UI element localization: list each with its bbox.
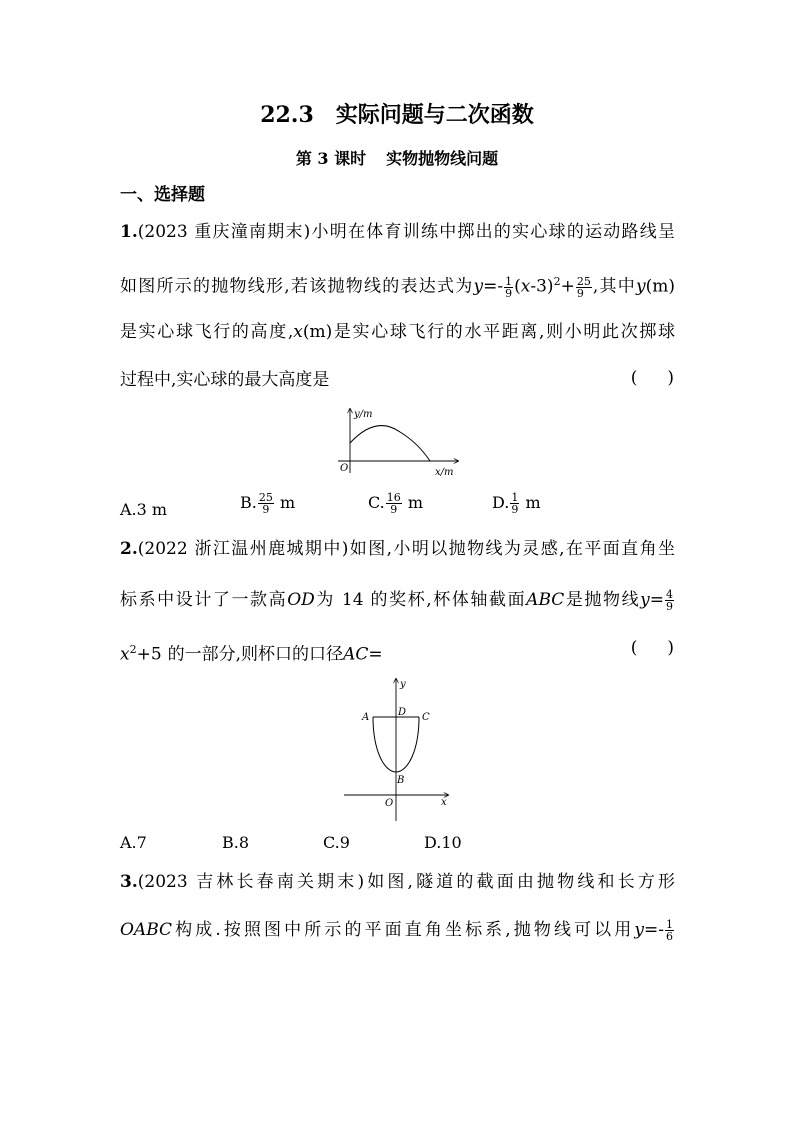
q2-choice-a: A.7 <box>120 833 147 852</box>
q2-number: 2. <box>120 539 138 559</box>
section-title-text: 实际问题与二次函数 <box>335 102 534 128</box>
q1-choice-c-label: C. <box>368 493 385 512</box>
q2-answer-bracket <box>631 638 674 658</box>
q2-square: 2 <box>129 643 137 656</box>
q2-text-1: 如图,小明以抛物线为灵感,在平面直角坐 <box>348 539 676 559</box>
q2-frac-num: 4 <box>666 588 674 601</box>
q2-label-x: x <box>441 797 447 808</box>
q1-frac-2-num: 25 <box>576 274 591 288</box>
q1-var-x: x <box>520 276 531 297</box>
q1-choice-d <box>492 492 541 515</box>
q3-line2 <box>120 918 675 942</box>
q1-parabola <box>350 426 430 461</box>
q3-number: 3. <box>120 872 138 892</box>
q2-var-abc: ABC <box>526 590 565 610</box>
q1-frac-2 <box>576 276 592 299</box>
q2-eq: = <box>649 590 665 610</box>
q2-text-2c: 是抛物线 <box>564 590 641 610</box>
q1-xm-unit: (m) <box>302 322 333 342</box>
q2-choice-d: D.10 <box>424 833 462 852</box>
q2-source: (2022 浙江温州鹿城期中) <box>137 539 349 559</box>
q2-var-x: x <box>120 644 130 665</box>
q2-var-y: y <box>640 590 650 610</box>
q2-label-c: C <box>422 712 430 723</box>
q1-frac-1-den: 9 <box>505 286 513 300</box>
q3-line1 <box>120 870 675 894</box>
lesson-label: 第 3 课时 <box>295 149 367 168</box>
page-title <box>0 98 794 129</box>
q1-var-y: y <box>473 276 484 297</box>
q2-eq2: = <box>368 644 383 665</box>
lesson-subtitle <box>0 146 794 169</box>
q3-frac <box>665 919 674 942</box>
q2-label-a: A <box>362 712 370 723</box>
q2-line2 <box>120 588 675 612</box>
q2-choice-b: B.8 <box>222 833 250 852</box>
q1-choice-b-num: 25 <box>258 491 273 504</box>
q2-text-2b: 为 14 的奖杯,杯体轴截面 <box>314 590 527 610</box>
q1-bracket-left: ( <box>630 368 638 388</box>
q2-frac-den: 9 <box>666 600 674 613</box>
q3-var-y: y <box>634 920 644 940</box>
q1-ym-unit: (m) <box>645 276 676 297</box>
q1-frac-1 <box>504 276 513 299</box>
q1-choice-d-den: 9 <box>511 503 519 516</box>
q1-line2 <box>120 270 675 299</box>
q1-text-3b: 是实心球飞行的水平距离,则小明此次掷球 <box>332 322 676 342</box>
q2-graph <box>340 675 455 823</box>
q2-label-o: O <box>385 798 394 809</box>
q1-minus3: -3) <box>530 276 554 297</box>
q1-choice-b-unit: m <box>279 493 296 512</box>
q1-choice-a: A.3 m <box>120 500 168 519</box>
q1-choice-c-den: 9 <box>390 503 398 516</box>
q1-text-2a: 如图所示的抛物线形,若该抛物线的表达式为 <box>120 276 474 297</box>
q2-var-od: OD <box>287 590 315 610</box>
q1-xlabel: x/m <box>435 467 454 478</box>
q1-choice-d-unit: m <box>525 493 541 512</box>
q2-bracket-left: ( <box>630 638 638 658</box>
q1-plus: + <box>560 276 575 297</box>
q1-choice-c <box>368 492 423 515</box>
q2-frac <box>665 589 674 612</box>
q1-line3 <box>120 320 675 344</box>
q1-paren: ( <box>514 276 521 297</box>
q1-choice-d-label: D. <box>492 493 510 512</box>
q1-choice-c-num: 16 <box>386 491 401 504</box>
q2-text-2a: 标系中设计了一款高 <box>120 590 288 610</box>
q1-ylabel: y/m <box>354 409 373 420</box>
q1-frac-1-num: 1 <box>505 274 513 288</box>
lesson-topic: 实物抛物线问题 <box>386 149 499 168</box>
q1-line1 <box>120 220 675 244</box>
q2-plus5: +5 <box>136 644 162 665</box>
q2-bracket-right: ) <box>667 638 674 658</box>
q1-graph <box>330 405 465 480</box>
q1-eq: =- <box>483 276 504 297</box>
q1-var-xm: x <box>293 322 303 342</box>
q3-text-2a: 构成.按照图中所示的平面直角坐标系,抛物线可以用 <box>172 920 635 940</box>
section-number: 22.3 <box>260 102 314 128</box>
q1-square: 2 <box>553 275 561 288</box>
q1-choice-b <box>240 492 295 515</box>
q3-eq: =- <box>644 920 664 940</box>
q3-var-oabc: OABC <box>120 920 173 940</box>
q1-text-1: 小明在体育训练中掷出的实心球的运动路线呈 <box>310 222 676 242</box>
q1-choice-d-frac <box>510 492 519 515</box>
q3-text-1: 如图,隧道的截面由抛物线和长方形 <box>364 872 675 892</box>
q1-choice-d-num: 1 <box>511 491 519 504</box>
q1-text-3a: 是实心球飞行的高度, <box>120 322 294 342</box>
q1-answer-bracket <box>631 368 674 388</box>
q3-frac-num: 1 <box>666 918 673 931</box>
q3-source: (2023 吉林长春南关期末) <box>137 872 365 892</box>
q2-label-b: B <box>397 775 405 786</box>
q1-choice-b-frac <box>258 492 274 515</box>
q1-bracket-right: ) <box>667 368 674 388</box>
q1-choice-c-unit: m <box>407 493 424 512</box>
q2-line1 <box>120 537 675 561</box>
q1-source: (2023 重庆潼南期末) <box>137 222 311 242</box>
q1-number: 1. <box>120 222 138 242</box>
q2-label-d: D <box>398 707 407 718</box>
q1-origin: O <box>340 463 349 474</box>
q1-frac-2-den: 9 <box>576 286 584 300</box>
q1-text-2b: ,其中 <box>592 276 637 297</box>
q1-choice-b-label: B. <box>240 493 257 512</box>
q1-line4: 过程中,实心球的最大高度是 <box>120 370 330 390</box>
q3-frac-den: 6 <box>666 930 673 943</box>
q2-label-y: y <box>400 679 406 690</box>
q1-choice-b-den: 9 <box>262 503 270 516</box>
q2-var-ac: AC <box>343 644 369 665</box>
q2-line3 <box>120 638 383 667</box>
q2-choice-c: C.9 <box>323 833 350 852</box>
section-heading: 一、选择题 <box>120 185 205 205</box>
q1-choice-c-frac <box>386 492 402 515</box>
q1-var-ym: y <box>636 276 646 297</box>
q2-text-3: 的一部分,则杯口的口径 <box>167 644 344 665</box>
